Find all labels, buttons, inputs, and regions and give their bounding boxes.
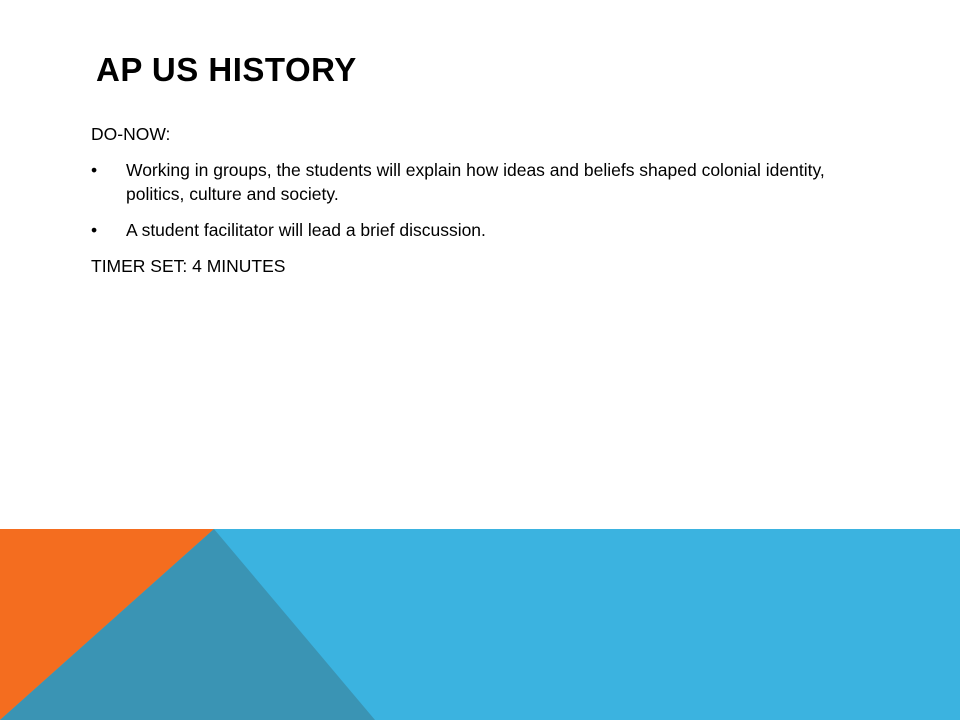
bullet-text: Working in groups, the students will explain how ideas and beliefs shaped colonial identity, politics, culture and society. [126, 160, 825, 204]
decorative-footer-shapes [0, 529, 960, 720]
slide-body [91, 122, 851, 290]
bullet-item-facilitator [91, 218, 851, 242]
bullet-icon: • [91, 160, 98, 180]
slide-title: AP US HISTORY [96, 51, 357, 88]
bullet-list [91, 158, 851, 242]
bullet-item-groups [91, 158, 851, 206]
bullet-text: A student facilitator will lead a brief discussion. [126, 220, 486, 240]
bullet-icon: • [91, 220, 98, 240]
timer-text: TIMER SET: 4 MINUTES [91, 256, 286, 276]
do-now-heading: DO-NOW: [91, 124, 171, 144]
